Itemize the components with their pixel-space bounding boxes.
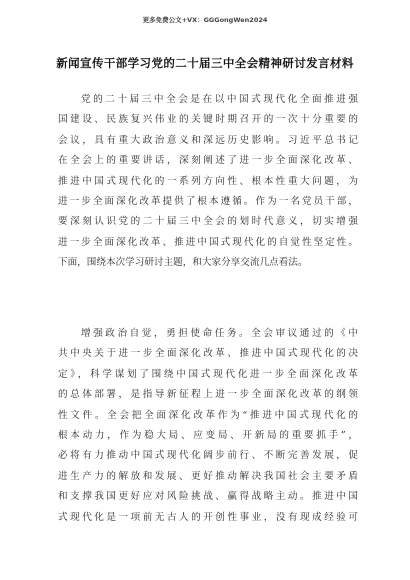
- paragraph-2: [58, 324, 358, 528]
- document-title: 新闻宣传干部学习党的二十届三中全会精神研讨发言材料: [56, 56, 354, 70]
- header-note: 更多免费公文+VX：GGGongWen2024: [142, 16, 268, 24]
- paragraph-line: 下面，围绕本次学习研讨主题，和大家分享交流几点看法。: [58, 257, 308, 269]
- paragraph-line: 共中央关于进一步全面深化改革、推进中国式现代化的决: [58, 348, 358, 360]
- paragraph-line: 进生产力的解放和发展、更好推动解决我国社会主要矛盾: [58, 470, 358, 482]
- paragraph-line: 式现代化是一项前无古人的开创性事业，没有现成经验可: [58, 511, 358, 523]
- paragraph-line: 在全会上的重要讲话，深刻阐述了进一步全面深化改革、: [58, 155, 358, 167]
- paragraph-1: [58, 90, 358, 274]
- paragraph-line: 要深刻认识党的二十届三中全会的划时代意义，切实增强: [58, 216, 358, 228]
- paragraph-line: 必将有力推动中国式现代化阔步前行、不断完善发展，促: [58, 450, 358, 462]
- paragraph-line: 推进中国式现代化的一系列方向性、根本性重大问题，为: [58, 175, 358, 187]
- paragraph-line: 进一步全面深化改革提供了根本遵循。作为一名党员干部，: [58, 195, 358, 207]
- paragraph-line: 进一步全面深化改革、推进中国式现代化的自觉性坚定性。: [58, 236, 358, 248]
- paragraph-line: 国建设、民族复兴伟业的关键时期召开的一次十分重要的: [58, 114, 358, 126]
- paragraph-line: 党的二十届三中全会是在以中国式现代化全面推进强: [81, 94, 358, 105]
- paragraph-line: 定》，科学谋划了围绕中国式现代化进一步全面深化改革: [58, 368, 358, 380]
- paragraph-line: 增强政治自觉，勇担使命任务。全会审议通过的《中: [81, 328, 358, 339]
- paragraph-line: 根本动力，作为稳大局、应变局、开新局的重要抓手”，: [58, 429, 358, 441]
- paragraph-line: 和支撑我国更好应对风险挑战、赢得战略主动。推进中国: [58, 491, 358, 503]
- paragraph-line: 会议，具有重大政治意义和深远历史影响。习近平总书记: [58, 134, 358, 146]
- paragraph-line: 的总体部署，是指导新征程上进一步全面深化改革的纲领: [58, 389, 358, 401]
- paragraph-line: 性文件。全会把全面深化改革作为“推进中国式现代化的: [58, 409, 358, 421]
